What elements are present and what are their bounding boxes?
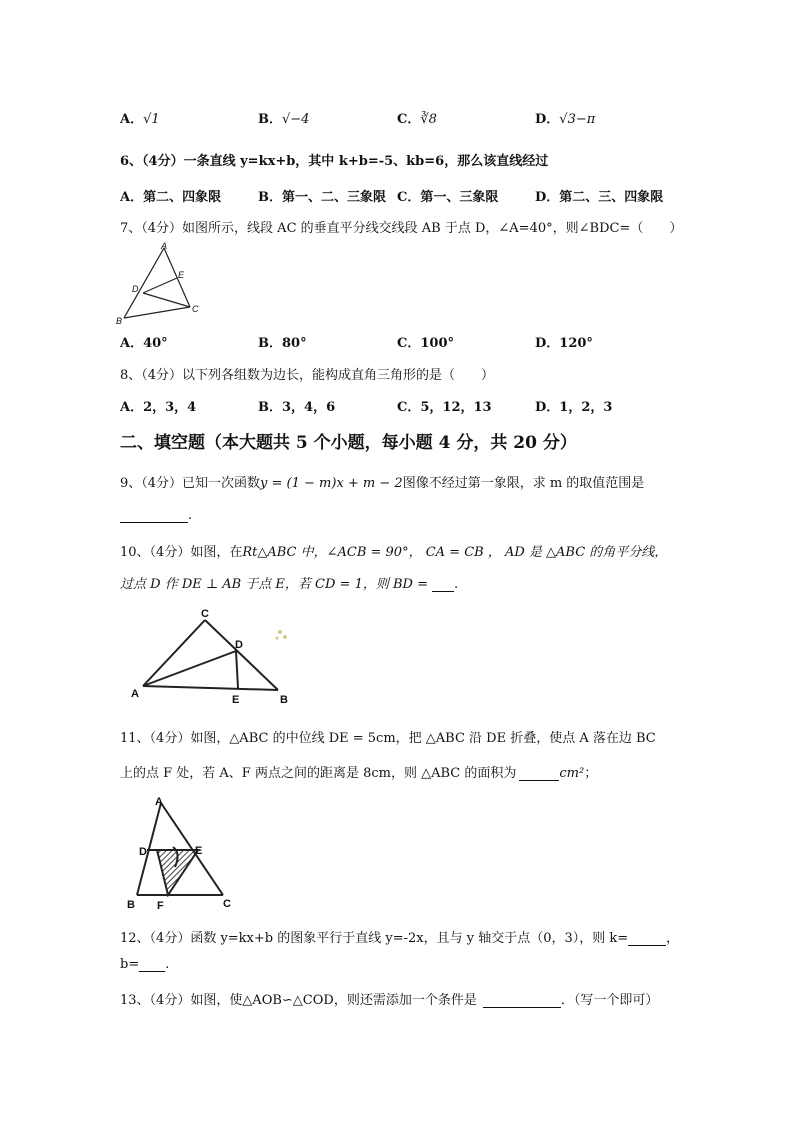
- q9-answer-line: [120, 508, 192, 523]
- q6-option-c: C．第一、三象限: [397, 190, 499, 205]
- q6-stem: 6、（4分）一条直线 y=kx+b，其中 k+b=-5、kb=6，那么该直线经过: [120, 154, 549, 169]
- q5-option-a: [120, 108, 160, 127]
- q10-figure: [128, 608, 298, 708]
- point-label-b: B: [127, 899, 135, 911]
- section-title: 二、填空题（本大题共 5 个小题，每小题 4 分，共 20 分）: [120, 433, 577, 453]
- point-label-f: F: [157, 900, 164, 912]
- q7-option-c: C．100°: [397, 336, 454, 351]
- option-label: D．: [535, 112, 560, 127]
- q13-answer-blank[interactable]: [483, 995, 561, 1008]
- point-label-e: E: [178, 270, 185, 280]
- point-label-c: C: [201, 608, 209, 620]
- option-value: √3−π: [559, 112, 596, 127]
- q10-line1: [120, 541, 667, 560]
- q11-figure: [125, 795, 240, 913]
- point-label-c: C: [223, 898, 231, 910]
- option-value: ∛8: [420, 112, 437, 127]
- q11-line1: 11、（4分）如图，△ABC 的中位线 DE = 5cm，把 △ABC 沿 DE 折叠，使点 A 落在边 BC: [120, 731, 656, 746]
- point-label-a: A: [155, 796, 163, 808]
- q13-post: ．（写一个即可）: [560, 993, 659, 1008]
- q5-option-d: [535, 108, 595, 127]
- q12-line2: [120, 957, 169, 972]
- q12-end: ，: [666, 931, 680, 946]
- q8-option-a: A．2，3，4: [120, 400, 197, 415]
- point-label-d: D: [132, 284, 139, 294]
- q10-text: 10、（4分）如图，在: [120, 545, 243, 560]
- point-label-d: D: [139, 846, 147, 858]
- q8-option-d: D．1，2，3: [535, 400, 613, 415]
- q8-option-b: B．3，4，6: [258, 400, 336, 415]
- q5-option-b: [258, 108, 309, 127]
- q9-formula: y = (1 − m)x + m − 2: [260, 476, 403, 491]
- q7-option-a: A．40°: [120, 336, 168, 351]
- q12-line1: [120, 927, 679, 946]
- q11-answer-blank[interactable]: [519, 768, 559, 781]
- q13-text: 13、（4分）如图，使△AOB∽△COD，则还需添加一个条件是: [120, 993, 477, 1008]
- q13-line: [120, 989, 658, 1008]
- q9-text: 9、（4分）已知一次函数: [120, 476, 261, 491]
- q11-line2: [120, 762, 597, 781]
- point-label-e: E: [195, 845, 203, 857]
- q9-line1: [120, 472, 644, 491]
- q12-text: 12、（4分）函数 y=kx+b 的图象平行于直线 y=-2x，且与 y 轴交于点（0，3），则 k=: [120, 931, 629, 946]
- point-label-b: B: [280, 694, 288, 706]
- point-label-d: D: [235, 639, 243, 651]
- q10-line2: [120, 573, 458, 592]
- q6-option-a: A．第二、四象限: [120, 190, 222, 205]
- q9-answer-blank[interactable]: [120, 510, 188, 523]
- q10-end: .: [453, 577, 459, 592]
- q8-option-c: C．5，12，13: [397, 400, 492, 415]
- q6-option-d: D．第二、三、四象限: [535, 190, 664, 205]
- q12-b-label: b=: [120, 957, 140, 972]
- q9-end: .: [188, 508, 193, 523]
- option-label: A．: [120, 112, 144, 127]
- q7-option-d: D．120°: [535, 336, 593, 351]
- q12-k-blank[interactable]: [628, 933, 666, 946]
- q7-figure: [112, 240, 202, 326]
- option-value: √−4: [282, 112, 310, 127]
- q11-text: 上的点 F 处，若 A、F 两点之间的距离是 8cm，则 △ABC 的面积为: [120, 766, 517, 781]
- option-label: C．: [397, 112, 421, 127]
- q10-answer-blank[interactable]: [432, 579, 454, 592]
- scan-artifact: [276, 630, 288, 640]
- q9-text-post: 图像不经过第一象限，求 m 的取值范围是: [402, 476, 645, 491]
- q11-end: ；: [584, 766, 598, 781]
- point-label-e: E: [232, 694, 240, 706]
- option-value: √1: [143, 112, 160, 127]
- q8-stem: 8、（4分）以下列各组数为边长，能构成直角三角形的是（ ）: [120, 368, 495, 383]
- q10-line2-text: 过点 D 作 DE ⊥ AB 于点 E，若 CD = 1，则 BD =: [120, 577, 428, 592]
- q12-b-blank[interactable]: [139, 959, 165, 972]
- point-label-c: C: [192, 304, 199, 314]
- point-label-b: B: [116, 316, 123, 326]
- q7-stem: 7、（4分）如图所示，线段 AC 的垂直平分线交线段 AB 于点 D，∠A=40°，则∠BDC=（ ）: [120, 221, 683, 236]
- point-label-a: A: [131, 688, 139, 700]
- q10-math: Rt△ABC 中，∠ACB = 90°， CA = CB ， AD 是 △ABC 的角平分线，: [242, 545, 668, 560]
- q11-unit: cm²: [559, 766, 585, 781]
- q7-option-b: B．80°: [258, 336, 307, 351]
- point-label-a: A: [161, 241, 168, 251]
- option-label: B．: [258, 112, 282, 127]
- q12-end2: .: [165, 957, 170, 972]
- q6-option-b: B．第一、二、三象限: [258, 190, 386, 205]
- q5-option-c: [397, 108, 437, 127]
